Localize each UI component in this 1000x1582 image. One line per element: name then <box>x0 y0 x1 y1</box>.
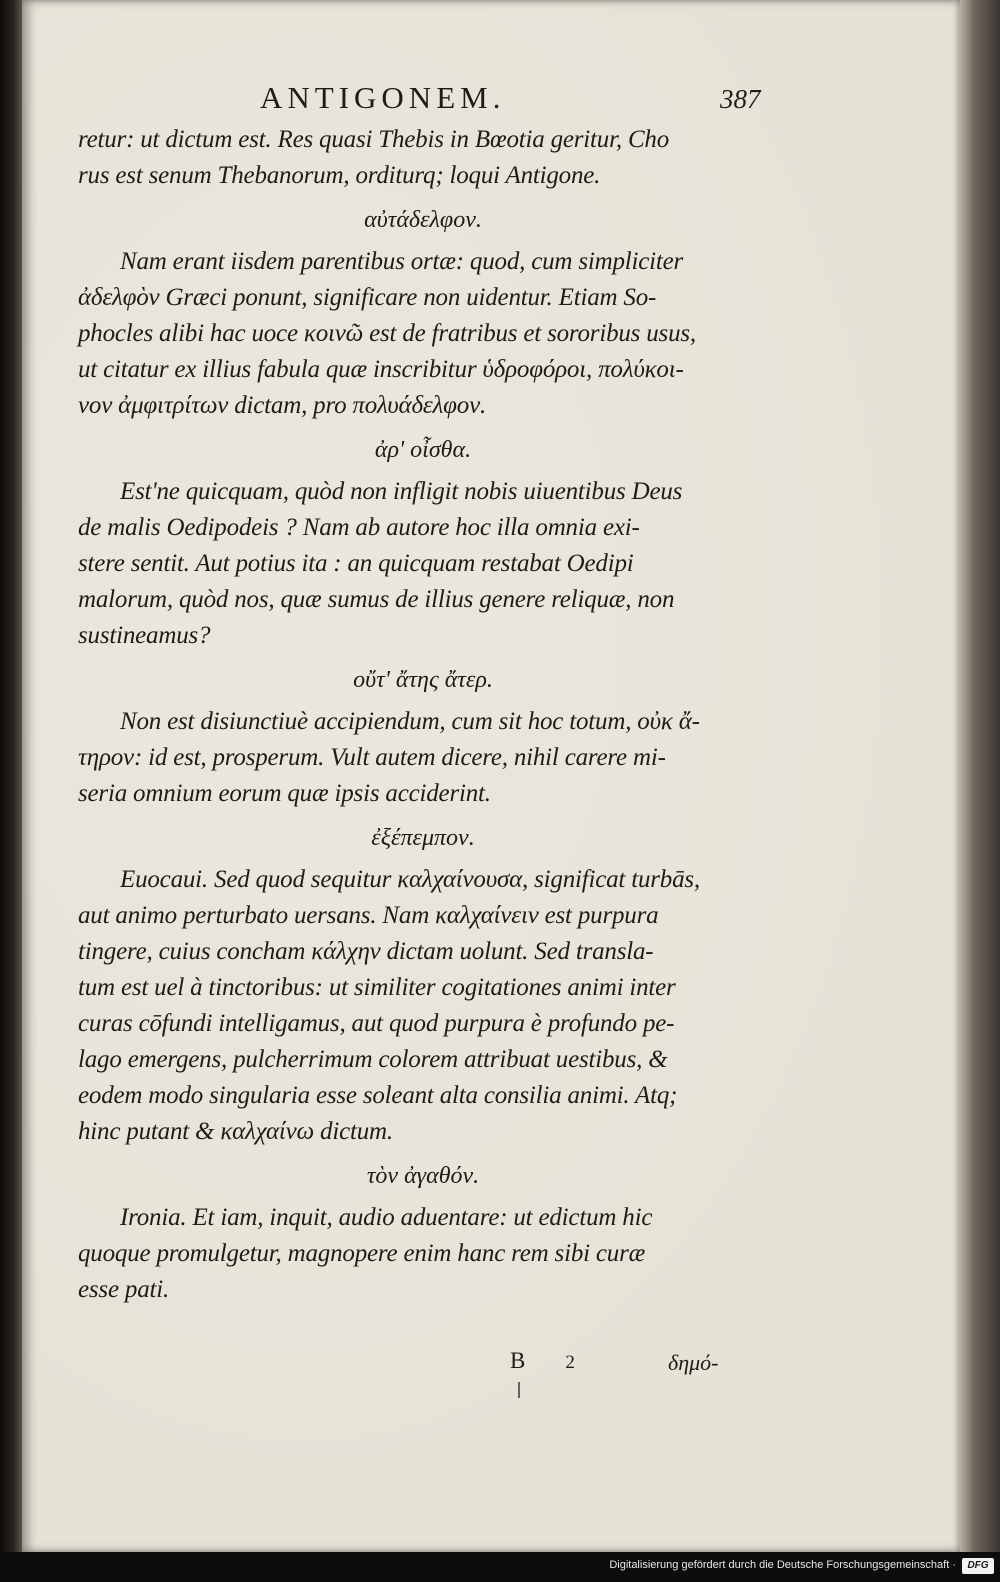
greek-lemma: ἐξέπεμπον. <box>371 825 475 851</box>
text-line: lago emergens, pulcherrimum colorem attribuat uestibus, & <box>78 1046 668 1073</box>
text-line: ἀδελφὸν Græci ponunt, significare non uidentur. Etiam So- <box>78 284 657 311</box>
text-line: hinc putant & καλχαίνω dictum. <box>78 1118 393 1145</box>
text-line: Non est disiunctiuè accipiendum, cum sit hoc totum, οὐκ ἄ- <box>120 708 700 735</box>
greek-lemma: αὐτάδελφον. <box>364 207 482 233</box>
signature-letter: B <box>510 1348 526 1373</box>
text-line: νον ἀμφιτρίτων dictam, pro πολυάδελφον. <box>78 392 487 419</box>
book-page <box>22 0 960 1552</box>
text-line: retur: ut dictum est. Res quasi Thebis in Bœotia geritur, Cho <box>78 126 670 153</box>
text-line: esse pati. <box>78 1276 170 1303</box>
text-line: rus est senum Thebanorum, orditurq; loqui Antigone. <box>78 162 601 189</box>
text-line: τηρον: id est, prosperum. Vult autem dicere, nihil carere mi- <box>78 744 666 771</box>
text-line: seria omnium eorum quæ ipsis acciderint. <box>78 780 491 807</box>
text-line: tum est uel à tinctoribus: ut similiter cogitationes animi inter <box>78 974 676 1001</box>
text-line: Nam erant iisdem parentibus ortæ: quod, cum simpliciter <box>120 248 684 275</box>
text-line: phocles alibi hac uoce κοινῶ est de fratribus et sororibus usus, <box>78 320 696 347</box>
text-line: malorum, quòd nos, quæ sumus de illius genere reliquæ, non <box>78 586 675 613</box>
text-line: Euocaui. Sed quod sequitur καλχαίνουσα, significat turbās, <box>120 866 700 893</box>
text-line: Ironia. Et iam, inquit, audio aduentare: ut edictum hic <box>120 1204 653 1231</box>
book-spine-shadow <box>0 0 22 1555</box>
text-line: eodem modo singularia esse soleant alta consilia animi. Atq; <box>78 1082 678 1109</box>
text-line: tingere, cuius concham κάλχην dictam uolunt. Sed transla- <box>78 938 654 965</box>
page-edge-shadow <box>960 0 1000 1555</box>
text-line: curas cōfundi intelligamus, aut quod purpura è profundo pe- <box>78 1010 675 1037</box>
page-number: 387 <box>720 84 761 114</box>
text-line: ut citatur ex illius fabula quæ inscribitur ὑδροφόροι, πολύκοι- <box>78 356 684 383</box>
greek-lemma: τὸν ἀγαθόν. <box>366 1163 480 1189</box>
text-line: aut animo perturbato uersans. Nam καλχαίνειν est purpura <box>78 902 659 929</box>
text-line: quoque promulgetur, magnopere enim hanc rem sibi curæ <box>78 1240 646 1267</box>
text-line: Est'ne quicquam, quòd non infligit nobis uiuentibus Deus <box>120 478 683 505</box>
print-mark <box>518 1382 520 1398</box>
signature-mark <box>510 1348 575 1374</box>
greek-lemma: οὔτ' ἄτης ἄτερ. <box>353 667 493 693</box>
text-line: de malis Oedipodeis ? Nam ab autore hoc illa omnia exi- <box>78 514 640 541</box>
running-head: ANTIGONEM. <box>260 80 506 115</box>
greek-lemma: ἀρ' οἶσθα. <box>374 437 472 463</box>
text-line: stere sentit. Aut potius ita : an quicquam restabat Oedipi <box>78 550 634 577</box>
text-line: sustineamus? <box>78 622 211 649</box>
signature-number: 2 <box>565 1352 575 1373</box>
dfg-logo: DFG <box>962 1558 994 1574</box>
commentary-text <box>78 122 768 1308</box>
scan-credit-bar <box>0 1552 1000 1582</box>
scan-credit-text: Digitalisierung gefördert durch die Deutsche Forschungsgemeinschaft · <box>609 1559 956 1571</box>
catchword: δημό- <box>668 1350 719 1375</box>
